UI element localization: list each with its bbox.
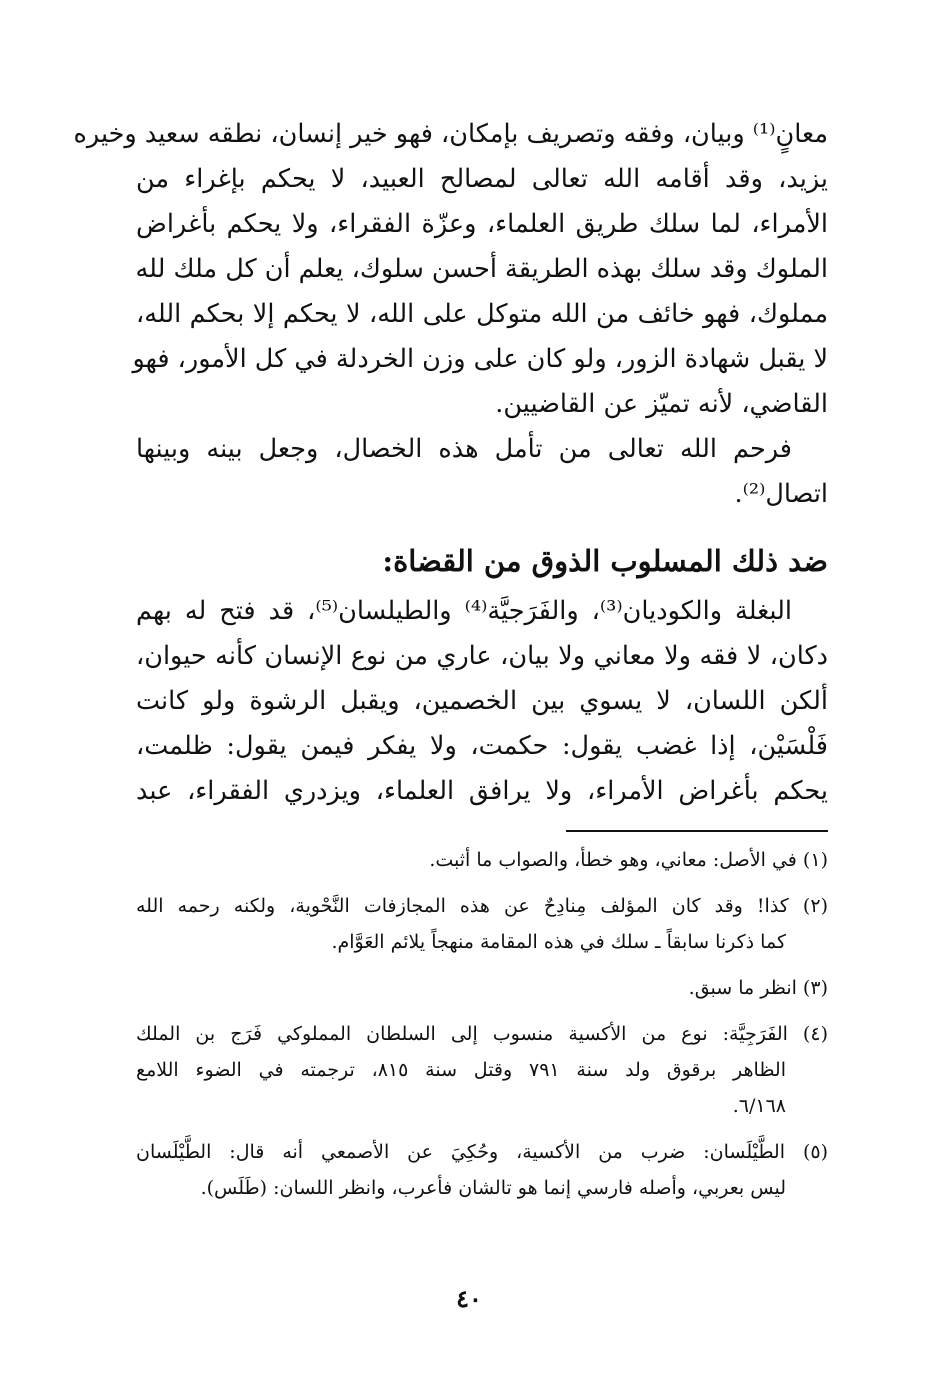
text-line: فرحم الله تعالى من تأمل هذه الخصال، وجعل بينه وبينها — [136, 434, 792, 464]
text-line: يحكم بأغراض الأمراء، ولا يرافق العلماء، ويزدري الفقراء، عبد — [136, 776, 828, 806]
footnote-line: ٦/١٦٨. — [732, 1095, 786, 1117]
footnote-5 — [136, 1134, 828, 1206]
text-line: فَلْسَيْن، إذا غضب يقول: حكمت، ولا يفكر فيمن يقول: ظلمت، — [136, 731, 828, 761]
paragraph-1 — [73, 112, 828, 427]
footnote-4 — [136, 1016, 828, 1124]
paragraph-2 — [136, 427, 828, 517]
footnotes-section — [136, 830, 828, 1206]
footnote-2 — [136, 888, 828, 960]
footnote-separator — [566, 830, 828, 832]
footnote-line: (١) في الأصل: معاني، وهو خطأ، والصواب ما أثبت. — [429, 849, 828, 871]
footnote-3 — [136, 970, 828, 1006]
text-line: الملوك وقد سلك بهذه الطريقة أحسن سلوك، يعلم أن كل ملك لله — [135, 254, 828, 284]
footnote-line: (٣) انظر ما سبق. — [688, 977, 828, 999]
page-body — [73, 112, 828, 1206]
text-line: القاضي، لأنه تميّز عن القاضيين. — [495, 389, 828, 419]
footnote-1 — [136, 842, 828, 878]
paragraph-3 — [136, 589, 828, 814]
text-line: يزيد، وقد أقامه الله تعالى لمصالح العبيد، لا يحكم بإغراء من — [136, 164, 828, 194]
text-line: مملوك، فهو خائف من الله متوكل على الله، لا يحكم إلا بحكم الله، — [136, 299, 828, 329]
text-line: الأمراء، لما سلك طريق العلماء، وعزّة الفقراء، ولا يحكم بأغراض — [136, 209, 828, 239]
footnote-line: الظاهر برقوق ولد سنة ٧٩١ وقتل سنة ٨١٥، ترجمته في الضوء اللامع — [136, 1059, 787, 1081]
text-line: لا يقبل شهادة الزور، ولو كان على وزن الخردلة في كل الأمور، فهو — [132, 344, 828, 374]
text-line: دكان، لا فقه ولا معاني ولا بيان، عاري من نوع الإنسان كأنه حيوان، — [136, 641, 828, 671]
footnote-line: كما ذكرنا سابقاً ـ سلك في هذه المقامة منهجاً يلائم العَوَّام. — [331, 931, 786, 953]
footnote-line: (٥) الطَّيْلَسان: ضرب من الأكسية، وحُكِيَ عن الأصمعي أنه قال: الطَّيْلَسان — [136, 1141, 828, 1163]
text-line: اتصال⁽²⁾. — [734, 479, 828, 509]
footnote-line: (٤) الفَرَجِيَّة: نوع من الأكسية منسوب إلى السلطان المملوكي فَرَج بن الملك — [136, 1023, 828, 1045]
text-line: ألكن اللسان، لا يسوي بين الخصمين، ويقبل الرشوة ولو كانت — [136, 686, 828, 716]
text-line: معانٍ⁽¹⁾ وبيان، وفقه وتصريف بإمكان، فهو خير إنسان، نطقه سعيد وخيره — [73, 119, 828, 149]
footnote-line: (٢) كذا! وقد كان المؤلف مِنادِحٌ عن هذه المجازفات النَّحْوية، ولكنه رحمه الله — [136, 895, 828, 917]
section-heading: ضد ذلك المسلوب الذوق من القضاة: — [382, 544, 828, 578]
text-line: البغلة والكوديان⁽³⁾، والفَرَجيَّة⁽⁴⁾ والطيلسان⁽⁵⁾، قد فتح له بهم — [136, 596, 792, 626]
page-number: ٤٠ — [456, 1284, 482, 1313]
footnote-line: ليس بعربي، وأصله فارسي إنما هو تالشان فأعرب، وانظر اللسان: (طَلَس). — [200, 1177, 786, 1199]
